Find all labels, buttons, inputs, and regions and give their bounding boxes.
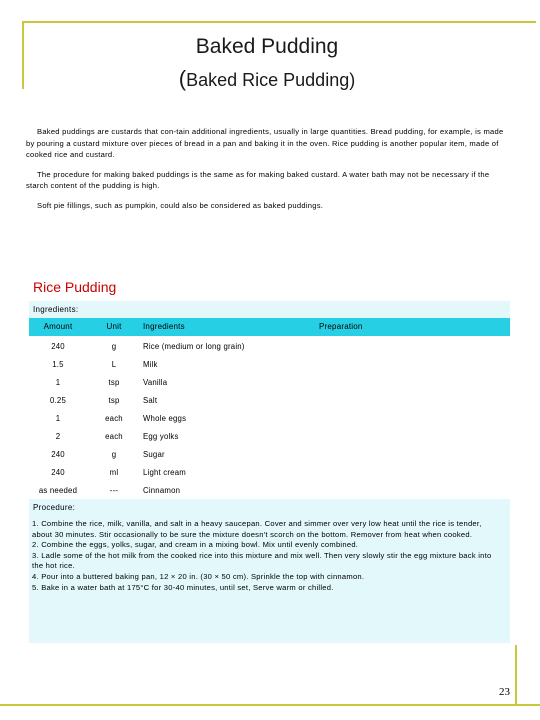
intro-paragraph: Baked puddings are custards that con-tain additional ingredients, usually in large quantities. Bread pudding, for example, is made by pouring a custard mixture over pieces of bread in a pan and baking it in the oven. Rice pudding is another popular item, made of cooked rice and custard. — [26, 127, 504, 159]
ingredient-cell: Vanilla — [143, 378, 168, 387]
ingredient-cell: Whole eggs — [143, 414, 187, 423]
table-row — [29, 338, 510, 356]
intro-paragraph: Soft pie fillings, such as pumpkin, could also be considered as baked puddings. — [37, 200, 324, 210]
unit-cell: --- — [109, 486, 119, 495]
ingredient-cell: Cinnamon — [143, 486, 181, 495]
amount-cell: 1.5 — [52, 360, 64, 369]
procedure-step: 4. Pour into a buttered baking pan, 12 × 20 in. (30 × 50 cm). Sprinkle the top with cinnamon. — [32, 571, 365, 581]
column-header-preparation: Preparation — [319, 322, 363, 331]
intro-paragraph: The procedure for making baked puddings is the same as for making baked custard. A water bath may not be necessary if the starch content of the pudding is high. — [26, 169, 490, 190]
page-title: Baked Pudding — [195, 35, 339, 58]
ingredient-cell: Sugar — [143, 450, 165, 459]
ingredients-label: Ingredients: — [29, 301, 510, 319]
unit-cell: each — [105, 432, 123, 441]
column-header-ingredients: Ingredients — [143, 322, 185, 331]
unit-cell: g — [111, 342, 117, 351]
amount-cell: 1 — [55, 378, 61, 387]
page-number: 23 — [499, 686, 510, 698]
amount-cell: 240 — [51, 342, 65, 351]
frame-right-line — [515, 645, 517, 706]
table-row — [29, 392, 510, 410]
table-row — [29, 410, 510, 428]
subtitle-text: Baked Rice Pudding) — [186, 70, 356, 90]
ingredient-cell: Milk — [143, 360, 158, 369]
table-row — [29, 482, 510, 500]
procedure-label: Procedure: — [29, 499, 510, 517]
amount-cell: 240 — [51, 468, 65, 477]
ingredients-table-header — [29, 318, 510, 336]
table-row — [29, 464, 510, 482]
unit-cell: L — [111, 360, 117, 369]
unit-cell: tsp — [108, 396, 120, 405]
procedure-step: 3. Ladle some of the hot milk from the cooked rice into this mixture and mix well. Then very slowly stir the egg mixture back into the hot rice. — [32, 550, 492, 571]
amount-cell: 2 — [55, 432, 61, 441]
amount-cell: as needed — [38, 486, 78, 495]
page-subtitle — [0, 66, 534, 92]
recipe-title: Rice Pudding — [33, 279, 117, 295]
ingredient-cell: Light cream — [143, 468, 186, 477]
unit-cell: tsp — [108, 378, 120, 387]
amount-cell: 1 — [55, 414, 61, 423]
procedure-step: 2. Combine the eggs, yolks, sugar, and cream in a mixing bowl. Mix until evenly combined. — [32, 540, 359, 550]
amount-cell: 240 — [51, 450, 65, 459]
table-row — [29, 428, 510, 446]
intro-text — [26, 126, 508, 219]
procedure-steps — [29, 517, 510, 643]
frame-top-line — [22, 21, 536, 23]
unit-cell: each — [105, 414, 123, 423]
frame-bottom-line — [0, 704, 540, 706]
column-header-amount: Amount — [43, 322, 73, 331]
ingredient-cell: Salt — [143, 396, 158, 405]
table-row — [29, 374, 510, 392]
ingredient-cell: Rice (medium or long grain) — [143, 342, 245, 351]
unit-cell: g — [111, 450, 117, 459]
subtitle-paren: ( — [178, 66, 187, 91]
ingredients-table — [29, 338, 510, 500]
amount-cell: 0.25 — [50, 396, 66, 405]
column-header-unit: Unit — [106, 322, 122, 331]
procedure-step: 1. Combine the rice, milk, vanilla, and salt in a heavy saucepan. Cover and simmer over very low heat until the rice is tender, about 30 minutes. Stir occasionally to be sure the mixture doesn't scorch on the bottom. Remover from heat when cooked. — [32, 519, 482, 539]
ingredient-cell: Egg yolks — [143, 432, 179, 441]
table-row — [29, 356, 510, 374]
unit-cell: ml — [109, 468, 119, 477]
procedure-step: 5. Bake in a water bath at 175°C for 30-40 minutes, until set, Serve warm or chilled. — [32, 582, 334, 592]
table-row — [29, 446, 510, 464]
